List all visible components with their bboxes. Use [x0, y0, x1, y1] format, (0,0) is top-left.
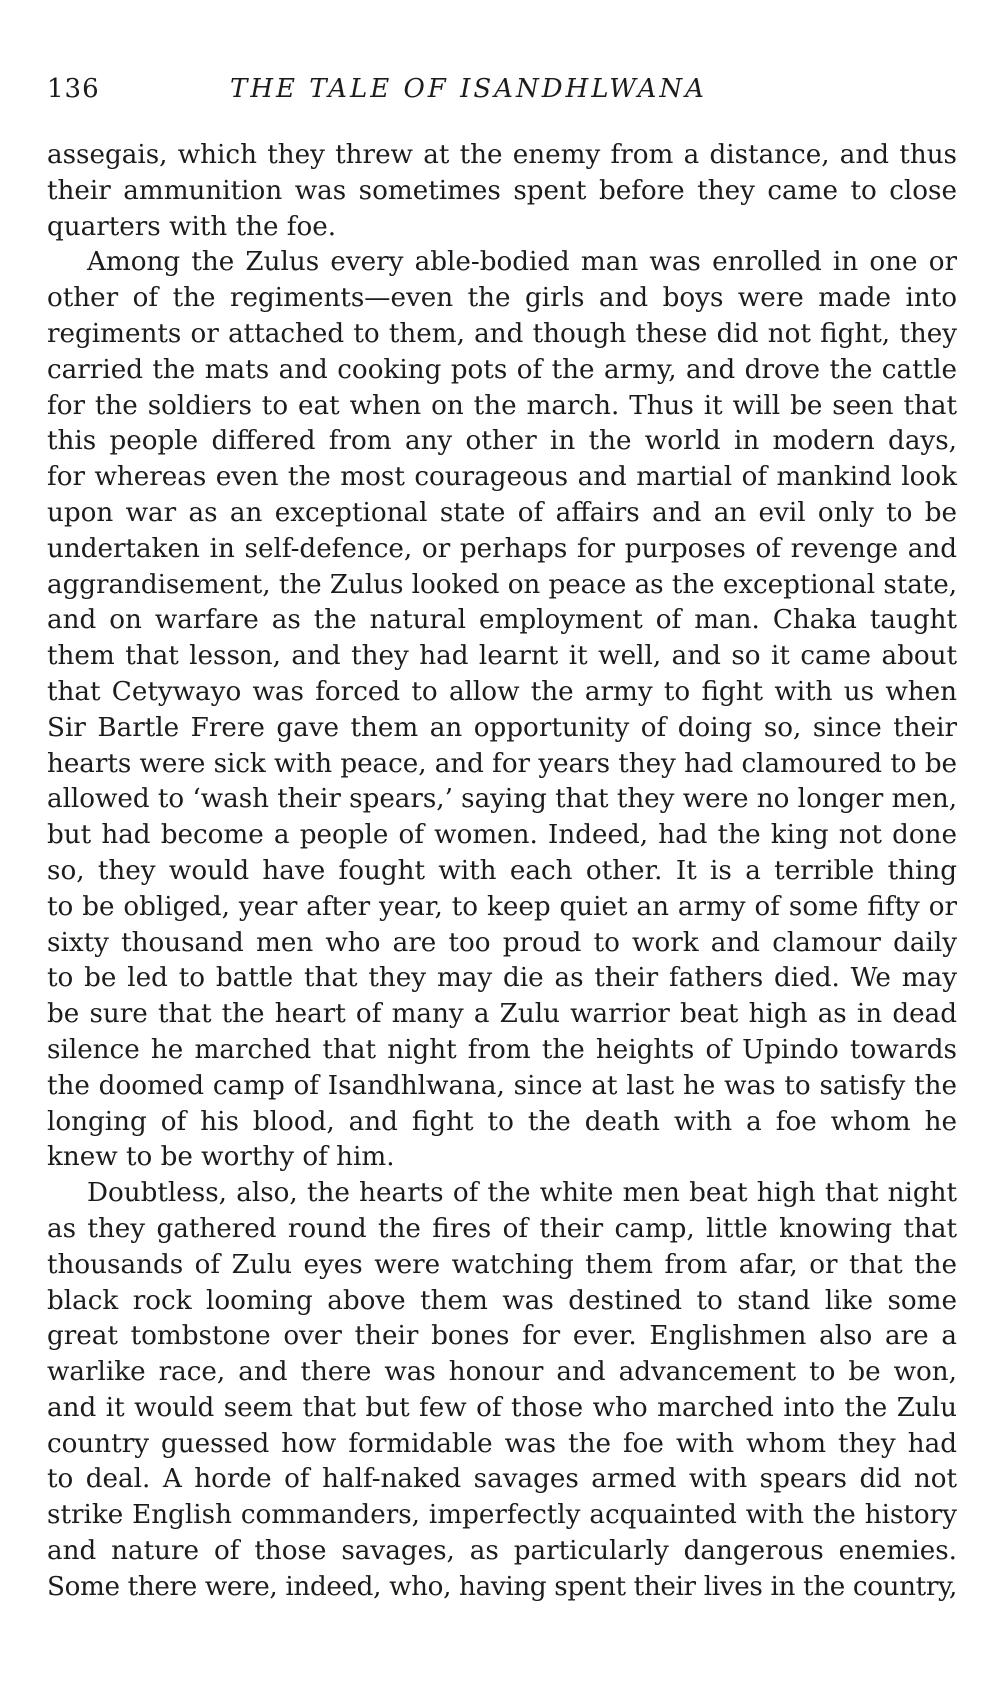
text-line: Among the Zulus every able-bodied man was enrolled in one or — [87, 247, 957, 278]
text-line: for whereas even the most courageous and martial of mankind look — [47, 462, 957, 493]
book-page — [47, 70, 957, 1606]
text-line: Some there were, indeed, who, having spent their lives in the country, — [47, 1571, 957, 1602]
text-line: be sure that the heart of many a Zulu warrior beat high as in dead — [47, 999, 957, 1030]
paragraph-3 — [47, 1176, 957, 1606]
text-line: upon war as an exceptional state of affairs and an evil only to be — [47, 497, 957, 528]
text-line: them that lesson, and they had learnt it well, and so it came about — [47, 641, 957, 672]
text-line: Doubtless, also, the hearts of the white men beat high that night — [87, 1178, 957, 1209]
text-line: country guessed how formidable was the foe with whom they had — [47, 1428, 957, 1459]
text-line: allowed to ‘wash their spears,’ saying that they were no longer men, — [47, 784, 957, 815]
text-line: as they gathered round the fires of their camp, little knowing that — [47, 1213, 957, 1244]
text-line: other of the regiments—even the girls and boys were made into — [47, 283, 957, 314]
text-line: the doomed camp of Isandhlwana, since at last he was to satisfy the — [47, 1070, 957, 1101]
text-line: to deal. A horde of half-naked savages armed with spears did not — [47, 1464, 957, 1495]
text-line: quarters with the foe. — [47, 211, 337, 242]
text-line: so, they would have fought with each other. It is a terrible thing — [47, 855, 957, 886]
text-line: regiments or attached to them, and though these did not fight, they — [47, 318, 957, 349]
text-line: strike English commanders, imperfectly acquainted with the history — [47, 1500, 957, 1531]
paragraph-1 — [47, 138, 957, 245]
text-line: Sir Bartle Frere gave them an opportunity of doing so, since their — [47, 712, 957, 743]
text-line: warlike race, and there was honour and advancement to be won, — [47, 1357, 957, 1388]
text-line: to be led to battle that they may die as their fathers died. We may — [47, 963, 957, 994]
text-line: thousands of Zulu eyes were watching them from afar, or that the — [47, 1249, 957, 1280]
text-line: assegais, which they threw at the enemy from a distance, and thus — [47, 140, 957, 170]
paragraph-2 — [47, 245, 957, 1176]
text-line: this people differed from any other in the world in modern days, — [47, 426, 957, 457]
text-line: hearts were sick with peace, and for years they had clamoured to be — [47, 748, 957, 779]
text-line: their ammunition was sometimes spent before they came to close — [47, 175, 957, 206]
text-line: black rock looming above them was destined to stand like some — [47, 1285, 957, 1316]
running-title: THE TALE OF ISANDHLWANA — [230, 74, 707, 104]
text-line: carried the mats and cooking pots of the army, and drove the cattle — [47, 354, 957, 385]
text-line: and on warfare as the natural employment of man. Chaka taught — [47, 605, 957, 636]
text-line: and nature of those savages, as particularly dangerous enemies. — [47, 1536, 957, 1567]
text-line: that Cetywayo was forced to allow the army to fight with us when — [47, 676, 957, 707]
page-number: 136 — [47, 74, 100, 104]
text-line: to be obliged, year after year, to keep quiet an army of some fifty or — [47, 891, 957, 922]
text-line: longing of his blood, and fight to the death with a foe whom he — [47, 1106, 957, 1137]
body-text — [47, 138, 957, 1606]
text-line: silence he marched that night from the heights of Upindo towards — [47, 1034, 957, 1065]
text-line: sixty thousand men who are too proud to work and clamour daily — [47, 927, 957, 958]
text-line: for the soldiers to eat when on the march. Thus it will be seen that — [47, 390, 957, 421]
text-line: knew to be worthy of him. — [47, 1142, 395, 1173]
text-line: undertaken in self-defence, or perhaps for purposes of revenge and — [47, 533, 957, 564]
text-line: but had become a people of women. Indeed, had the king not done — [47, 820, 957, 851]
text-line: aggrandisement, the Zulus looked on peace as the exceptional state, — [47, 569, 957, 600]
text-line: great tombstone over their bones for ever. Englishmen also are a — [47, 1321, 957, 1352]
text-line: and it would seem that but few of those who marched into the Zulu — [47, 1392, 957, 1423]
running-head — [47, 70, 957, 110]
